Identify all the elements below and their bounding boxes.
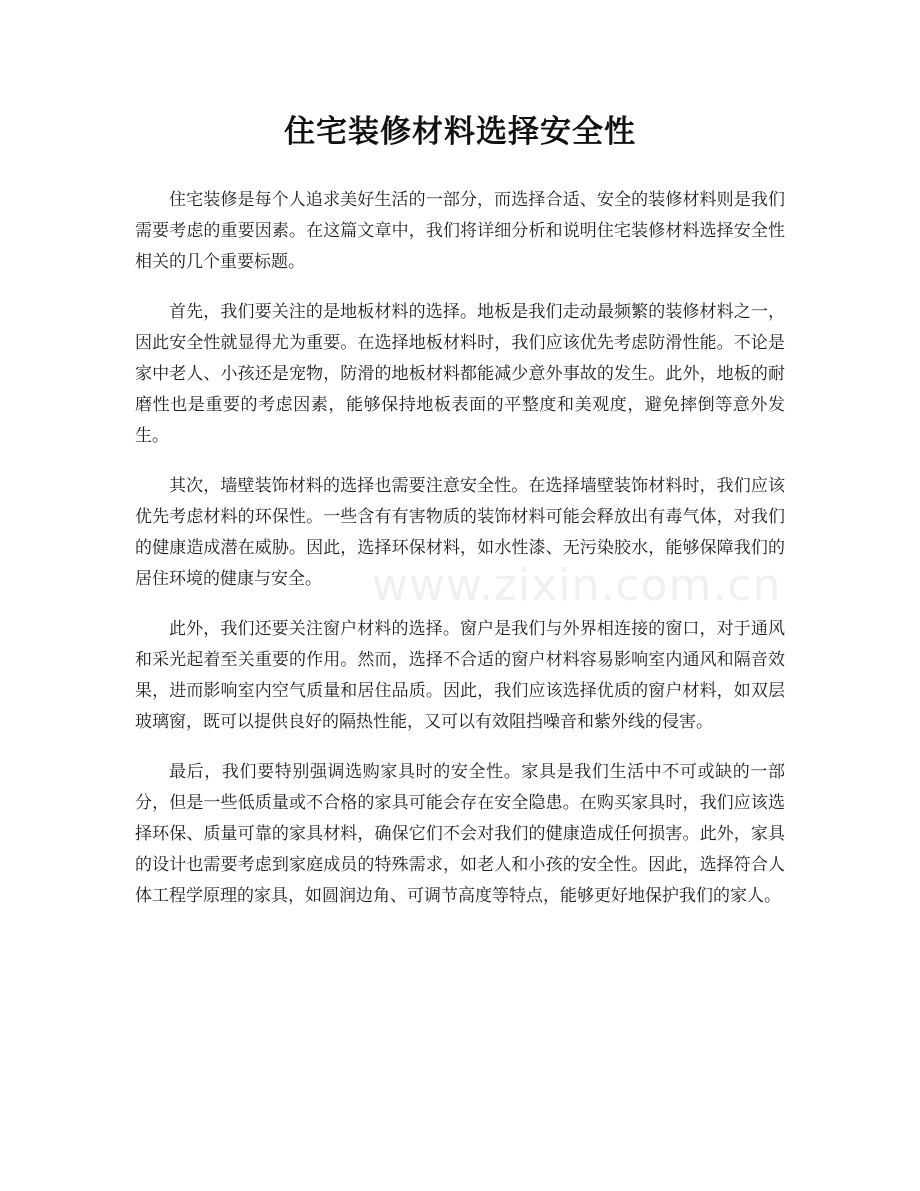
paragraph-flooring: 首先，我们要关注的是地板材料的选择。地板是我们走动最频繁的装修材料之一，因此安全性就显得尤为重要。在选择地板材料时，我们应该优先考虑防滑性能。不论是家中老人、小孩还是宠物，防滑的地板材料都能减少意外事故的发生。此外，地板的耐磨性也是重要的考虑因素，能够保持地板表面的平整度和美观度，避免摔倒等意外发生。 (135, 302, 785, 446)
paragraph-furniture: 最后，我们要特别强调选购家具时的安全性。家具是我们生活中不可或缺的一部分，但是一些低质量或不合格的家具可能会存在安全隐患。在购买家具时，我们应该选择环保、质量可靠的家具材料，确保它们不会对我们的健康造成任何损害。此外，家具的设计也需要考虑到家庭成员的特殊需求，如老人和小孩的安全性。因此，选择符合人体工程学原理的家具，如圆润边角、可调节高度等特点，能够更好地保护我们的家人。 (135, 762, 785, 906)
document-title: 住宅装修材料选择安全性 (284, 114, 636, 150)
paragraph-windows: 此外，我们还要关注窗户材料的选择。窗户是我们与外界相连接的窗口，对于通风和采光起着至关重要的作用。然而，选择不合适的窗户材料容易影响室内通风和隔音效果，进而影响室内空气质量和居住品质。因此，我们应该选择优质的窗户材料，如双层玻璃窗，既可以提供良好的隔热性能，又可以有效阻挡噪音和紫外线的侵害。 (135, 619, 785, 732)
watermark: www.zixin.com.cn (372, 560, 782, 611)
document-body (135, 185, 785, 931)
paragraph-intro: 住宅装修是每个人追求美好生活的一部分，而选择合适、安全的装修材料则是我们需要考虑的重要因素。在这篇文章中，我们将详细分析和说明住宅装修材料选择安全性相关的几个重要标题。 (135, 190, 785, 272)
paragraph-wall-decoration: 其次，墙壁装饰材料的选择也需要注意安全性。在选择墙壁装饰材料时，我们应该优先考虑材料的环保性。一些含有有害物质的装饰材料可能会释放出有毒气体，对我们的健康造成潜在威胁。因此，选择环保材料，如水性漆、无污染胶水，能够保障我们的居住环境的健康与安全。 (135, 476, 785, 589)
